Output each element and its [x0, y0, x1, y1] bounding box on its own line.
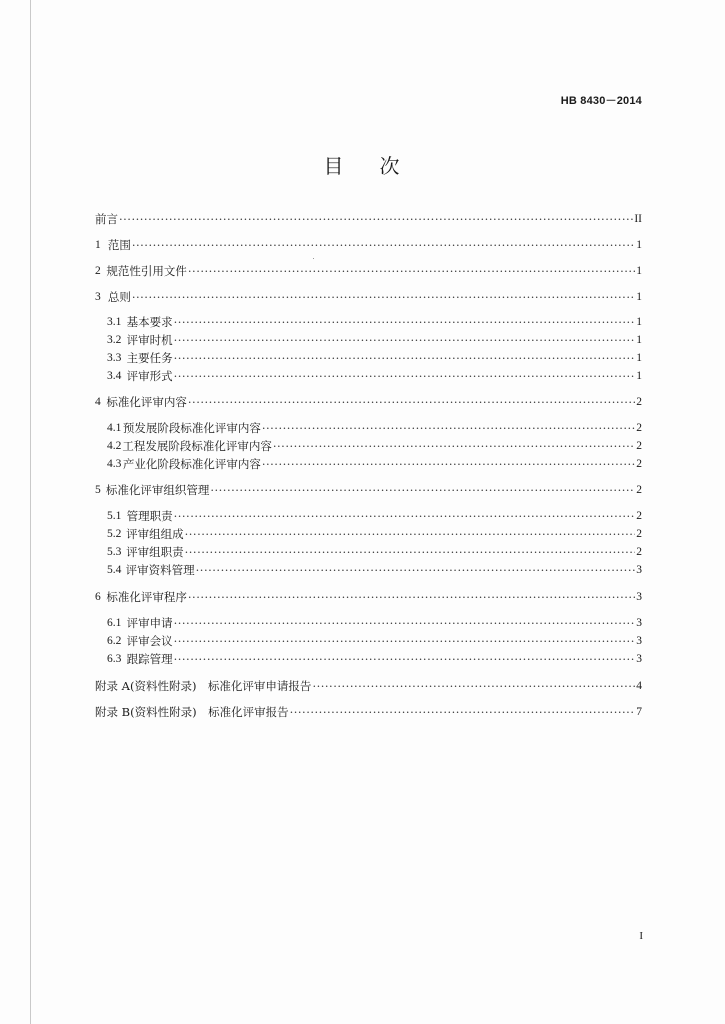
toc-entry: [95, 263, 642, 279]
toc-entry-number: 3.1: [107, 316, 122, 328]
toc-entry-number: 2: [95, 265, 101, 277]
toc-entry-page: 1: [636, 370, 642, 382]
toc-entry-label: 规范性引用文件: [106, 264, 187, 278]
dot-leader: [290, 704, 635, 720]
dot-leader: [312, 678, 635, 694]
toc-entry-label: 评审申请: [126, 616, 173, 630]
toc-entry-page: 1: [636, 352, 642, 364]
dot-leader: [188, 263, 635, 279]
toc-entry: [95, 289, 642, 305]
toc-entry-number: 4.1: [107, 422, 122, 434]
toc-entry-label: 范围: [107, 238, 131, 252]
toc-entry: [107, 314, 642, 330]
dot-leader: [174, 350, 635, 366]
dot-leader: [119, 211, 633, 227]
toc-entry-label: 前言: [95, 212, 118, 226]
dot-leader: [188, 394, 635, 410]
toc-entry: [95, 394, 642, 410]
toc-entry-number: 3.4: [107, 370, 122, 382]
toc-entry-number: 6.1: [107, 617, 122, 629]
dot-leader: [262, 456, 635, 472]
page-title: [0, 150, 725, 179]
dot-leader: [132, 289, 635, 305]
toc-entry-number: 5: [95, 484, 101, 496]
toc-entry: [107, 420, 642, 436]
toc-entry: [107, 544, 642, 560]
toc-entry-page: 1: [636, 265, 642, 277]
toc-entry: [107, 615, 642, 631]
toc-entry-page: 3: [636, 564, 642, 576]
toc-entry-label: 预发展阶段标准化评审内容: [122, 421, 261, 435]
toc-entry-number: 1: [95, 239, 101, 251]
toc-entry-page: 1: [636, 316, 642, 328]
dot-leader: [185, 526, 635, 542]
title-char-2: 次: [379, 154, 402, 178]
toc-entry-page: 3: [636, 591, 642, 603]
toc-entry: [95, 589, 642, 605]
toc-entry-page: 3: [636, 653, 642, 665]
toc-entry: [107, 350, 642, 366]
toc-entry-label: 标准化评审程序: [106, 590, 187, 604]
toc-entry-number: 4: [95, 396, 101, 408]
toc-entry-page: 4: [636, 680, 642, 692]
dot-leader: [196, 562, 635, 578]
toc-entry-number: 4.2: [107, 440, 122, 452]
toc-entry-number: 6.3: [107, 653, 122, 665]
dot-leader: [174, 314, 635, 330]
toc-entry: [95, 482, 642, 498]
toc-entry: [107, 368, 642, 384]
toc-entry-number: 3: [95, 291, 101, 303]
toc-entry-page: 2: [636, 440, 642, 452]
toc-entry-label: 管理职责: [126, 509, 173, 523]
toc-entry-label: 标准化评审组织管理: [105, 483, 210, 497]
toc-entry: [107, 438, 642, 454]
toc-entry-label: 附录 A(资料性附录) 标准化评审申请报告: [95, 679, 312, 693]
toc-entry-label: 评审资料管理: [125, 563, 195, 577]
toc-entry-label: 工程发展阶段标准化评审内容: [122, 439, 272, 453]
toc-entry-page: 1: [636, 291, 642, 303]
toc-entry-label: 附录 B(资料性附录) 标准化评审报告: [95, 705, 289, 719]
toc-entry-label: 主要任务: [126, 351, 173, 365]
toc-entry: [107, 651, 642, 667]
toc-entry-label: 评审会议: [126, 634, 173, 648]
toc-entry-number: 5.2: [107, 528, 122, 540]
toc-entry-label: 评审形式: [126, 369, 173, 383]
toc-entry-label: 总则: [107, 290, 131, 304]
toc-entry-page: 2: [636, 528, 642, 540]
dot-leader: [174, 651, 635, 667]
dot-leader: [174, 332, 635, 348]
toc-entry-number: 3.3: [107, 352, 122, 364]
toc-entry-label: 评审时机: [126, 333, 173, 347]
toc-entry-page: 2: [636, 396, 642, 408]
standard-code: HB 8430－2014: [560, 95, 642, 107]
toc-entry: [95, 237, 642, 253]
toc-entry: [95, 678, 642, 694]
dot-leader: [174, 633, 635, 649]
dot-leader: [210, 482, 635, 498]
toc-entry-page: 1: [636, 239, 642, 251]
dot-leader: [174, 615, 635, 631]
toc-entry: [107, 562, 642, 578]
toc-entry: [95, 704, 642, 720]
toc-entry-page: 1: [636, 334, 642, 346]
toc-entry-label: 评审组组成: [126, 527, 184, 541]
dot-leader: [185, 544, 635, 560]
toc-entry-label: 评审组职责: [126, 545, 184, 559]
toc-entry-number: 6: [95, 591, 101, 603]
toc-entry-number: 6.2: [107, 635, 122, 647]
toc-entry-number: 5.3: [107, 546, 122, 558]
dot-leader: [174, 508, 635, 524]
toc-entry: [107, 508, 642, 524]
dot-leader: [262, 420, 635, 436]
toc-entry-page: 2: [636, 510, 642, 522]
toc-entry-page: 7: [636, 706, 642, 718]
toc-entry-label: 标准化评审内容: [106, 395, 187, 409]
toc-entry: [107, 633, 642, 649]
toc-entry: [95, 211, 642, 227]
toc-entry: [107, 526, 642, 542]
toc-entry-page: 2: [636, 546, 642, 558]
toc-entry-number: 5.4: [107, 564, 122, 576]
toc-entry-page: 3: [636, 635, 642, 647]
toc-entry: [107, 456, 642, 472]
toc-entry-page: 2: [636, 422, 642, 434]
toc-entry-page: 3: [636, 617, 642, 629]
scan-speck: [313, 258, 314, 259]
page-folio: I: [639, 930, 643, 942]
toc-entry-number: 3.2: [107, 334, 122, 346]
dot-leader: [174, 368, 635, 384]
dot-leader: [273, 438, 635, 454]
toc-entry-label: 基本要求: [126, 315, 173, 329]
dot-leader: [188, 589, 635, 605]
toc-entry-label: 跟踪管理: [126, 652, 173, 666]
toc-entry-label: 产业化阶段标准化评审内容: [122, 457, 261, 471]
toc-entry-page: II: [634, 213, 642, 225]
toc-entry-number: 5.1: [107, 510, 122, 522]
toc-entry-page: 2: [636, 458, 642, 470]
toc-entry-page: 2: [636, 484, 642, 496]
dot-leader: [132, 237, 635, 253]
toc-entry: [107, 332, 642, 348]
title-char-1: 目: [323, 154, 346, 178]
toc-entry-number: 4.3: [107, 458, 122, 470]
